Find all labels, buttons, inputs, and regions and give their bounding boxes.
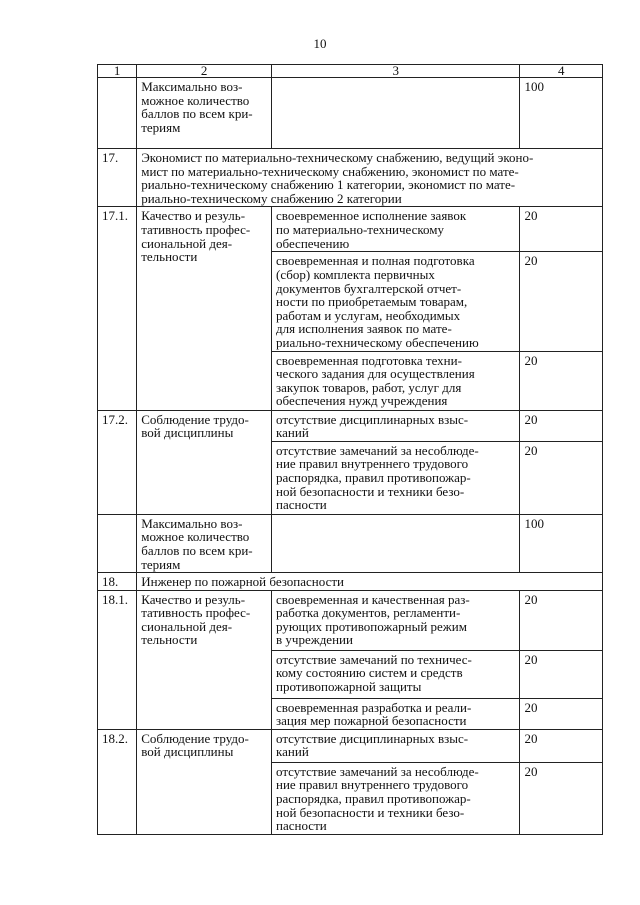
section-title: Инженер по пожарной безопасности bbox=[137, 573, 603, 591]
indicator-text: отсутствие дисциплинарных взыс- каний bbox=[272, 729, 520, 762]
indicator-score: 20 bbox=[520, 252, 603, 351]
indicator-score: 20 bbox=[520, 698, 603, 729]
section-row bbox=[98, 149, 603, 207]
max-score-label: Максимально воз- можное количество баллов по всем кри- териям bbox=[137, 514, 272, 572]
criterion-row bbox=[98, 207, 603, 252]
header-col-2: 2 bbox=[137, 65, 272, 78]
header-col-1: 1 bbox=[98, 65, 137, 78]
indicator-score: 20 bbox=[520, 441, 603, 514]
table-cell bbox=[272, 514, 520, 572]
max-score-value: 100 bbox=[520, 514, 603, 572]
indicator-score: 20 bbox=[520, 650, 603, 698]
indicator-text: отсутствие замечаний за несоблюде- ние правил внутреннего трудового распорядка, правил противопожар- ной безопасности и техники безо- пасности bbox=[272, 441, 520, 514]
indicator-text: своевременная подготовка техни- ческого задания для осуществления закупок товаров, работ, услуг для обеспечения нужд учреждения bbox=[272, 351, 520, 410]
criterion-name: Соблюдение трудо- вой дисциплины bbox=[137, 410, 272, 514]
table-cell bbox=[98, 514, 137, 572]
table-cell bbox=[98, 78, 137, 149]
criterion-name: Соблюдение трудо- вой дисциплины bbox=[137, 729, 272, 834]
indicator-score: 20 bbox=[520, 207, 603, 252]
criterion-name: Качество и резуль- тативность профес- сиональной дея- тельности bbox=[137, 207, 272, 410]
indicator-text: отсутствие замечаний за несоблюде- ние правил внутреннего трудового распорядка, правил противопожар- ной безопасности и техники безо- пасности bbox=[272, 762, 520, 834]
header-col-4: 4 bbox=[520, 65, 603, 78]
indicator-text: отсутствие дисциплинарных взыс- каний bbox=[272, 410, 520, 441]
max-score-label: Максимально воз- можное количество баллов по всем кри- териям bbox=[137, 78, 272, 149]
criterion-row bbox=[98, 590, 603, 650]
indicator-score: 20 bbox=[520, 351, 603, 410]
header-col-3: 3 bbox=[272, 65, 520, 78]
indicator-text: отсутствие замечаний по техничес- кому состоянию систем и средств противопожарной защиты bbox=[272, 650, 520, 698]
criteria-table bbox=[97, 64, 603, 835]
indicator-score: 20 bbox=[520, 729, 603, 762]
table-header-row bbox=[98, 65, 603, 78]
max-score-row bbox=[98, 78, 603, 149]
indicator-text: своевременное исполнение заявок по материально-техническому обеспечению bbox=[272, 207, 520, 252]
criterion-number: 18.1. bbox=[98, 590, 137, 729]
indicator-score: 20 bbox=[520, 762, 603, 834]
section-row bbox=[98, 573, 603, 591]
criterion-name: Качество и резуль- тативность профес- сиональной дея- тельности bbox=[137, 590, 272, 729]
page-number: 10 bbox=[313, 36, 327, 51]
indicator-score: 20 bbox=[520, 410, 603, 441]
criterion-row bbox=[98, 729, 603, 762]
criterion-row bbox=[98, 410, 603, 441]
indicator-text: своевременная разработка и реали- зация мер пожарной безопасности bbox=[272, 698, 520, 729]
table-cell bbox=[272, 78, 520, 149]
indicator-text: своевременная и качественная раз- работка документов, регламенти- рующих противопожарный режим в учреждении bbox=[272, 590, 520, 650]
criterion-number: 18.2. bbox=[98, 729, 137, 834]
criterion-number: 17.1. bbox=[98, 207, 137, 410]
indicator-score: 20 bbox=[520, 590, 603, 650]
criterion-number: 17.2. bbox=[98, 410, 137, 514]
section-title: Экономист по материально-техническому снабжению, ведущий эконо- мист по материально-техническому снабжению, экономист по мате- риально-техническому снабжению 1 категории, экономист по мате- риально-техническому снабжению 2 категории bbox=[137, 149, 603, 207]
section-number: 18. bbox=[98, 573, 137, 591]
indicator-text: своевременная и полная подготовка (сбор) комплекта первичных документов бухгалтерской отчет- ности по приобретаемым товарам, работам и услугам, необходимых для исполнения заявок по мате- риально-техническому обеспечению bbox=[272, 252, 520, 351]
max-score-value: 100 bbox=[520, 78, 603, 149]
max-score-row bbox=[98, 514, 603, 572]
section-number: 17. bbox=[98, 149, 137, 207]
